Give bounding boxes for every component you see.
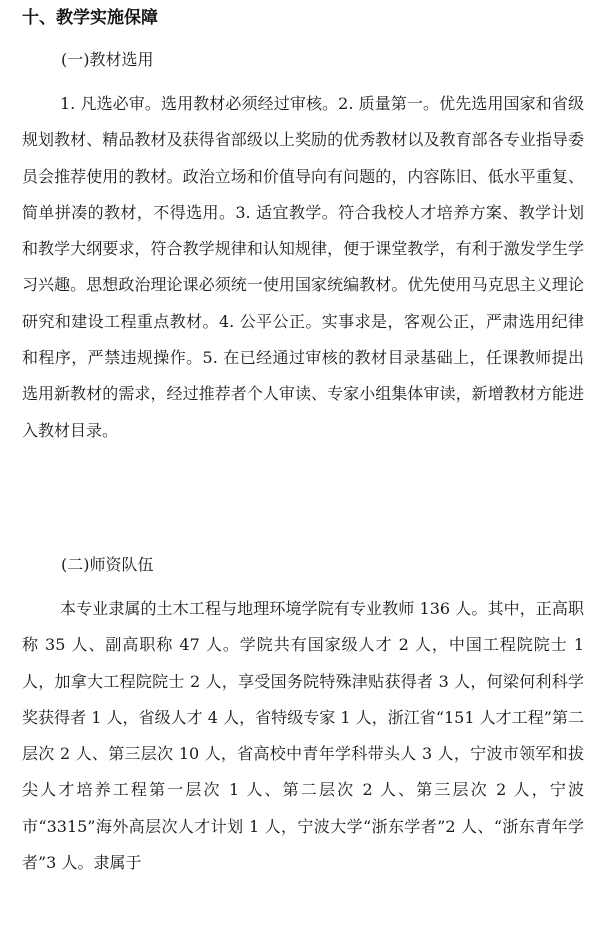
subsection-title-faculty: (二)师资队伍 — [61, 555, 154, 574]
paragraph-textbook-selection: 1. 凡选必审。选用教材必须经过审核。2. 质量第一。优先选用国家和省级规划教材、精品教材及获得省部级以上奖励的优秀教材以及教育部各专业指导委员会推荐使用的教材。政治立场和价值导向有问题的，内容陈旧、低水平重复、简单拼凑的教材，不得选用。3. 适宜教学。符合我校人才培养方案、教学计划和教学大纲要求，符合教学规律和认知规律，便于课堂教学，有利于激发学生学习兴趣。思想政治理论课必须统一使用国家统编教材。优先使用马克思主义理论研究和建设工程重点教材。4. 公平公正。实事求是，客观公正，严肃选用纪律和程序，严禁违规操作。5. 在已经通过审核的教材目录基础上，任课教师提出选用新教材的需求，经过推荐者个人审读、专家小组集体审读，新增教材方能进入教材目录。 — [22, 94, 584, 440]
subsection-title-textbooks: (一)教材选用 — [61, 50, 154, 69]
paragraph-faculty: 本专业隶属的土木工程与地理环境学院有专业教师 136 人。其中，正高职称 35 人、副高职称 47 人。学院共有国家级人才 2 人，中国工程院院士 1 人，加拿大工程院院士 2 人，享受国务院特殊津贴获得者 3 人，何梁何利科学奖获得者 1 人，省级人才 4 人，省特级专家 1 人，浙江省“151 人才工程”第二层次 2 人、第三层次 10 人，省高校中青年学科带头人 3 人，宁波市领军和拔尖人才培养工程第一层次 1 人、第二层次 2 人、第三层次 2 人，宁波市“3315”海外高层次人才计划 1 人，宁波大学“浙东学者”2 人、“浙东青年学者”3 人。隶属于 — [22, 599, 584, 873]
section-heading: 十、教学实施保障 — [22, 8, 158, 28]
